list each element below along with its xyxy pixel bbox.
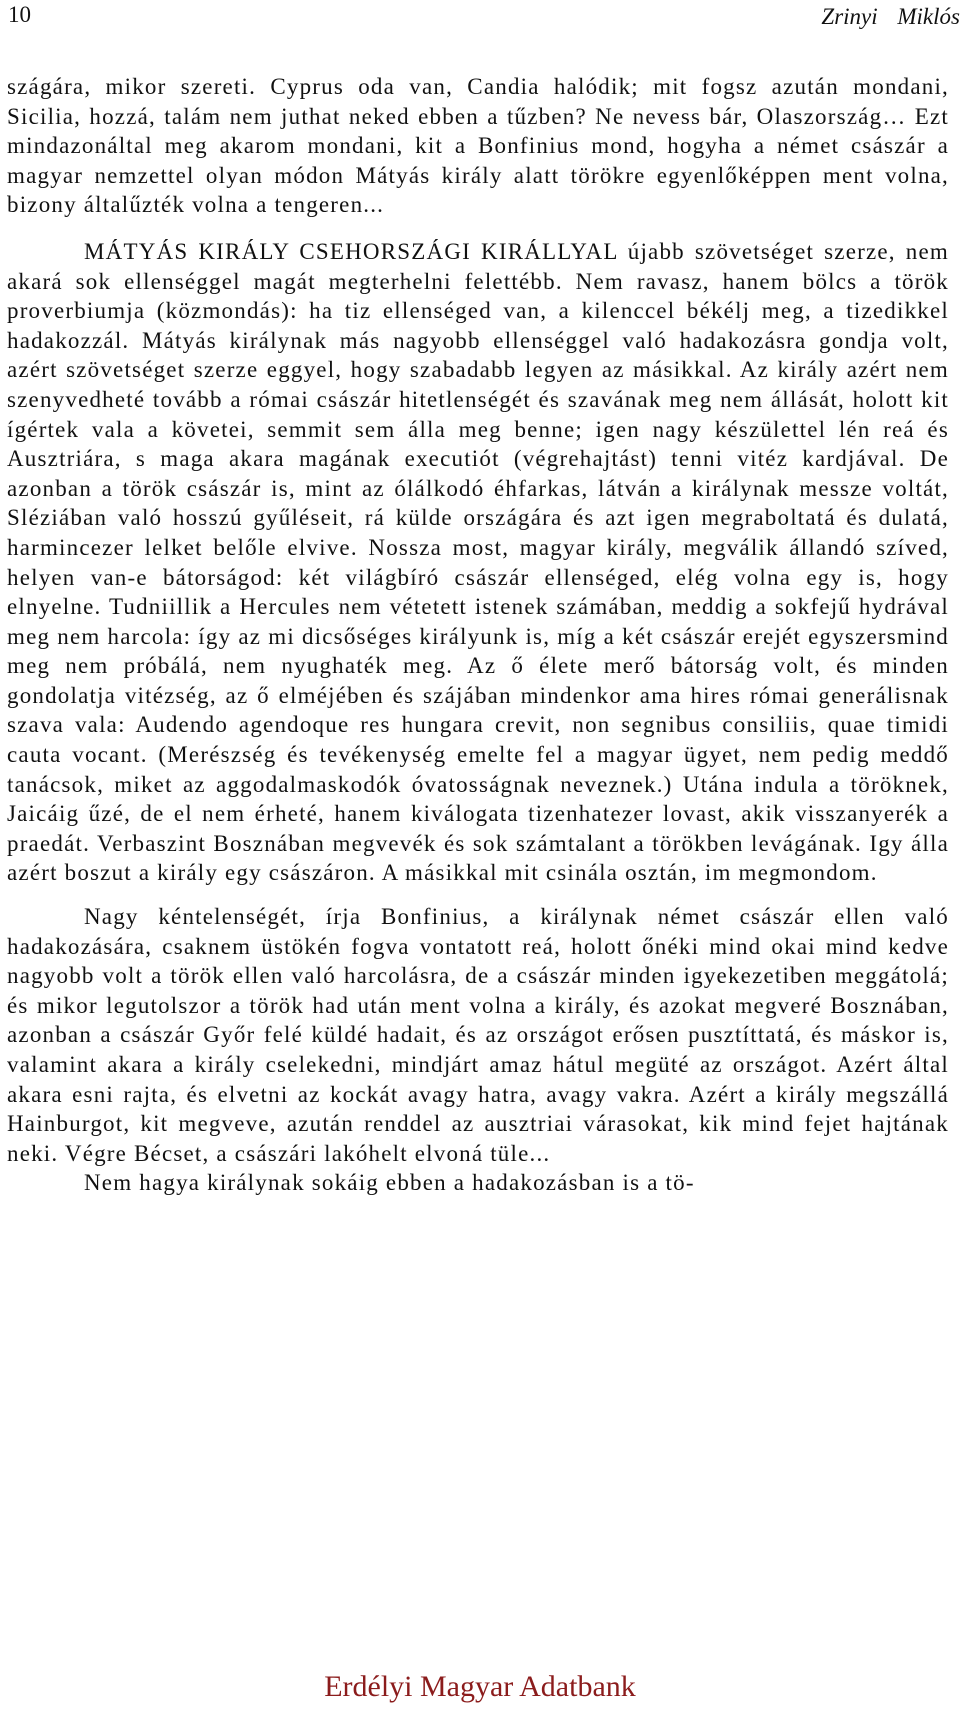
paragraph-3: Nagy kéntelenségét, írja Bonfinius, a királynak német császár ellen való hadakozására, csaknem üstökén fogva vontatott reá, holott őnéki mind okai mind kedve nagyobb volt a török ellen való harcolásra, de a császár minden igyekezetiben meggátolá; és mikor legutolszor a török had után ment volna a király, és azokat megveré Bosznában, azonban a császár Győr felé küldé hadait, és az országot erősen pusztíttatá, és máskor is, valamint akara a király cselekedni, mindjárt amaz hátul megüté az országot. Azért által akara esni rajta, és elvetni az kockát avagy hatra, avagy vakra. Azért a király megszállá Hainburgot, kit megveve, azután renddel az ausztriai várasokat, kik mind fejet hajtának neki. Végre Bécset, a császári lakóhelt elvoná tüle... xyxy=(7,904,949,1166)
running-head: Zrinyi Miklós xyxy=(821,4,960,29)
footer-brand: Erdélyi Magyar Adatbank xyxy=(324,1670,636,1703)
page-number: 10 xyxy=(8,2,31,27)
paragraph-1: szágára, mikor szereti. Cyprus oda van, Candia halódik; mit fogsz azután mondani, Sicilia, hozzá, talám nem juthat neked ebben a tűzben? Ne nevess bár, Olaszország… Ezt mindazonáltal meg akarom mondani, kit a Bonfinius mond, hogyha a német császár a magyar nemzettel olyan módon Mátyás király alatt törökre egyenlőképpen ment volna, bizony általűzték volna a tengeren... xyxy=(7,74,949,218)
body-text xyxy=(7,72,949,1198)
paragraph-2: MÁTYÁS KIRÁLY CSEHORSZÁGI KIRÁLLYAL újabb szövetséget szerze, nem akará sok ellenséggel magát megterhelni felettébb. Nem ravasz, hanem bölcs a török proverbiumja (közmondás): ha tiz ellenséged van, a kilenccel békélj meg, a tizedikkel hadakozzál. Mátyás királynak más nagyobb ellenséggel való hadakozásra gondja volt, azért szövetséget szerze eggyel, hogy szabadabb legyen az másikkal. Az király azért nem szenyvedheté tovább a római császár hitetlenségét és szavának meg nem állását, holott kit ígértek vala a követei, semmit sem álla meg benne; igen nagy készülettel lén reá és Ausztriára, s maga akara magának executiót (végrehajtást) tenni vitéz kardjával. De azonban a török császár is, mint az ólálkodó éhfarkas, látván a királynak messze voltát, Sléziában való hosszú gyűléseit, rá külde országára és azt igen megraboltatá és dulatá, harmincezer lelket belőle elvive. Nossza most, magyar király, megválik állandó szíved, helyen van-e bátorságod: két világbíró császár ellenséged, elég volna egy is, hogy elnyelne. Tudniillik a Hercules nem vétetett istenek számában, meddig a sokfejű hydrával meg nem harcola: így az mi dicsőséges királyunk is, míg a két császár erejét egyszersmind meg nem próbálá, nem nyughaték meg. Az ő élete merő bátorság volt, és minden gondolatja vitézség, az ő elméjében és szájában mindenkor ama hires római generálisnak szava vala: Audendo agendoque res hungara crevit, non segnibus consiliis, quae timidi cauta vocant. (Merészség és tevékenység emelte fel a magyar ügyet, nem pedig meddő tanácsok, miket az aggodalmaskodók óvatosságnak neveznek.) Utána indula a töröknek, Jaicáig űzé, de el nem érheté, hanem kiválogata tizenhatezer lovast, akik visszanyerék a praedát. Verbaszint Bosznában megvevék és sok számtalant a törökben levágának. Igy álla azért boszut a király egy császáron. A másikkal mit csinála osztán, im megmondom. xyxy=(7,238,949,886)
paragraph-4: Nem hagya királynak sokáig ebben a hadakozásban is a tö- xyxy=(84,1170,695,1196)
